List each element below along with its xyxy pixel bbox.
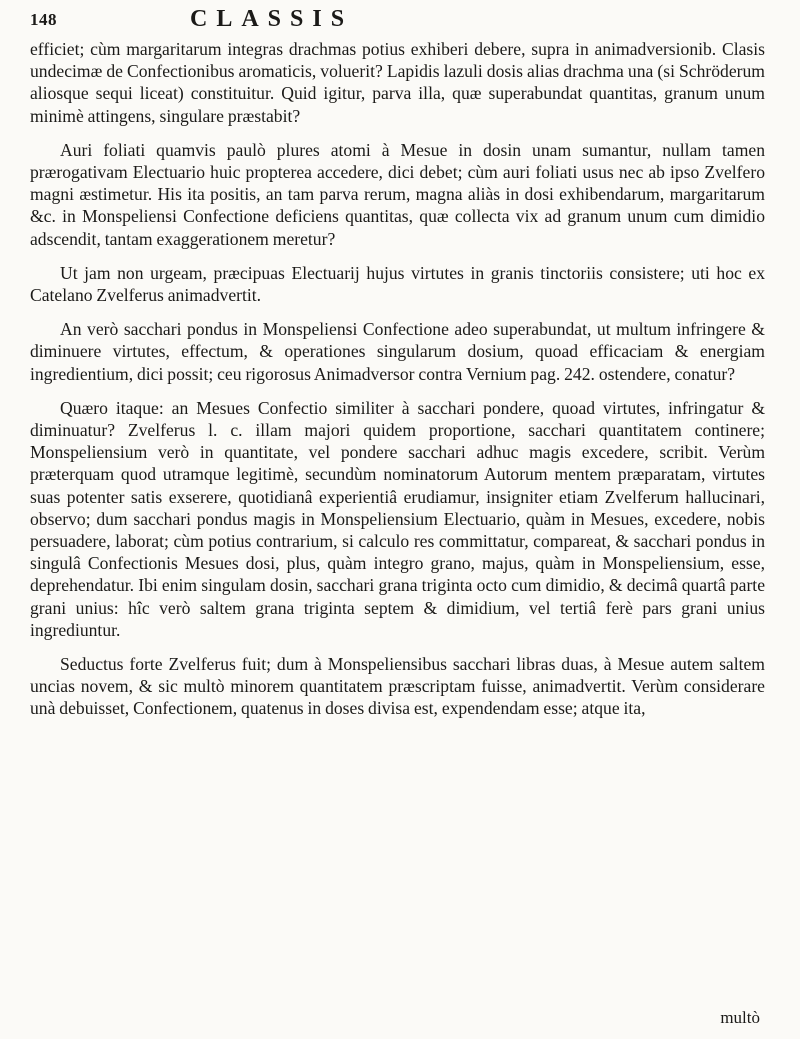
paragraph: Quæro itaque: an Mesues Confectio similiter à sacchari pondere, quoad virtutes, infringatur & diminuatur? Zvelferus l. c. illam majori quidem proportione, sacchari quantitatem continere; Monspeliensium verò in quantitate, vel pondere sacchari adhuc magis excedere, scribit. Verùm præterquam quod utramque legitimè, secundùm nominatorum Autorum mentem præparatam, virtutes suas potenter satis exserere, quotidianâ experientiâ erudiamur, insigniter etiam Zvelferum hallucinari, observo; dum sacchari pondus magis in Monspeliensium Electuario, quàm in Mesues, excedere, nobis persuadere, laborat; cùm potius contrarium, si calculo res committatur, compareat, & sacchari pondus in singulâ Confectionis Mesues dosi, plus, quàm integro grano, majus, quàm in Monspeliensium, esse, deprehendatur. Ibi enim singulam dosin, sacchari grana triginta octo cum dimidio, & decimâ quartâ parte grani unius: hîc verò saltem grana triginta septem & dimidium, vel tertiâ ferè pars grani unius ingrediuntur. (30, 397, 765, 640)
page-header (30, 6, 770, 36)
paragraph: Auri foliati quamvis paulò plures atomi à Mesue in dosin unam sumantur, nullam tamen prærogativam Electuario huic propterea accedere, dici debet; cùm auri foliati usus nec ab ipso Zvelfero magni æstimetur. His ita positis, an tam parva rerum, magna aliàs in dosi exhibendarum, margaritarum &c. in Monspeliensi Confectione deficiens quantitas, quæ collecta vix ad granum unum cum dimidio adscendit, tantam exaggerationem meretur? (30, 139, 765, 249)
paragraph: Seductus forte Zvelferus fuit; dum à Monspeliensibus sacchari libras duas, à Mesue autem saltem uncias novem, & sic multò minorem quantitatem præscriptam fuisse, animadvertit. Verùm considerare unà debuisset, Confectionem, quatenus in doses divisa est, expendendam esse; atque ita, (30, 654, 765, 719)
page-number: 148 (30, 10, 57, 29)
paragraph: Ut jam non urgeam, præcipuas Electuarij hujus virtutes in granis tinctoriis consistere; uti hoc ex Catelano Zvelferus animadvertit. (30, 262, 765, 306)
catchword: multò (720, 1008, 760, 1027)
paragraph: efficiet; cùm margaritarum integras drachmas potius exhiberi debere, supra in animadversionib. Clasis undecimæ de Confectionibus aromaticis, voluerit? Lapidis lazuli dosis alias drachma una (si Schröderum aliosque sequi liceat) constituitur. Quid igitur, parva illa, quæ superabundat quantitas, granum unum minimè attingens, singulare præstabit? (30, 39, 765, 126)
running-head: CLASSIS (190, 6, 354, 32)
paragraph: An verò sacchari pondus in Monspeliensi Confectione adeo superabundat, ut multum infringere & diminuere virtutes, effectum, & operationes singularum dosium, quoad efficaciam & energiam ingredientium, dici possit; ceu rigorosus Animadversor contra Vernium pag. 242. ostendere, conatur? (30, 319, 765, 384)
body-text (30, 38, 765, 732)
